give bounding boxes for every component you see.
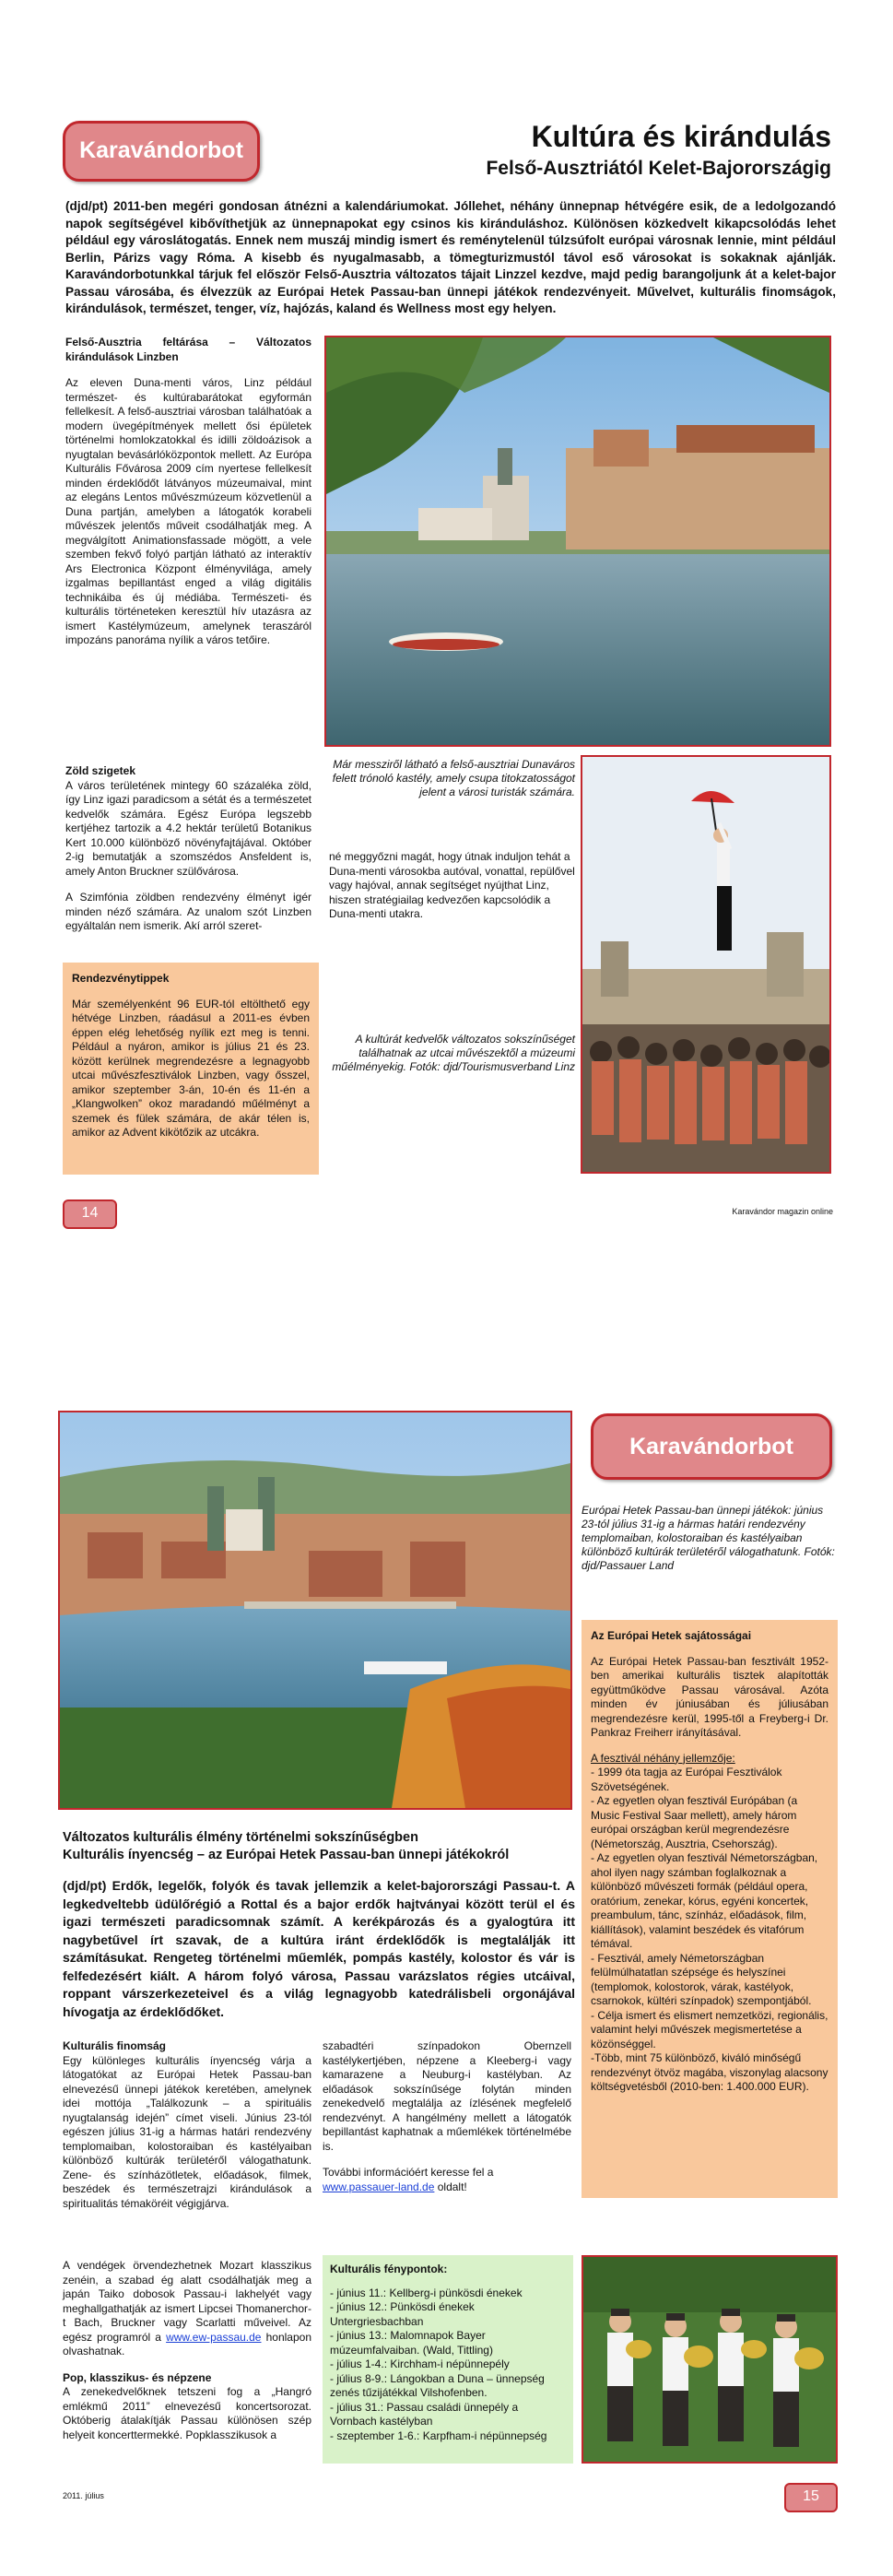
article-headings	[63, 1829, 575, 1864]
list-item: - Az egyetlen olyan fesztivál Németországban, ahol ilyen nagy számban foglalkoznak a különböző művészeti formák (például opera, oratórium, zenekar, kórus, egyéni koncertek, preambulum, tánc, színház, előadások, film, kiállítások), valamint beszédek és vitafórum témával.	[591, 1851, 818, 1950]
karavandorbot-badge: Karavándorbot	[591, 1413, 832, 1480]
page-title: Kultúra és kirándulás	[531, 120, 831, 153]
linz-section	[65, 336, 311, 660]
brass-band-illustration	[583, 2257, 836, 2462]
linz-river-photo	[324, 336, 831, 747]
page-subtitle: Felső-Ausztriától Kelet-Bajorországig	[486, 158, 831, 179]
photo-caption: Európai Hetek Passau-ban ünnepi játékok: június 23-tól július 31-ig a hármas határi rendezvény templomaiban, kolostoraiban és kastélyaiban különböző kultúrák területéről válogathatunk. Fotók: djd/Passauer Land	[582, 1504, 835, 1572]
article-heading: Változatos kulturális élmény történelmi sokszínűségben	[63, 1830, 418, 1845]
section-text-suffix: honlapon olvashatnak.	[63, 2330, 311, 2357]
street-artist-photo	[581, 755, 831, 1174]
green-islands-section	[65, 764, 311, 934]
section-text: Egy különleges kulturális ínyencség várja a látogatókat az Európai Hetek Passau-ban elnevezésű ünnepi játékok keretében, amelynek idei mottója „Találkozunk – a spirituális nyugtalanság idején” címet viseli. Június 23-tól egészen július 31-ig a hármas határi rendezvény templomaiban, kolostoraiban és kastélyaiban különböző kultúrák területéről válogathatunk. Zene- és színházötletek, előadások, filmek, beszédek és természetrajzi kirándulások a spiritualitás témaköréit végigjárva.	[63, 2053, 311, 2210]
list-item: - július 1-4.: Kirchham-i népünnepély	[330, 2357, 510, 2370]
list-item: - szeptember 1-6.: Karpfham-i népünnepség	[330, 2428, 547, 2442]
list-item: -Több, mint 75 különböző, kiváló minőségű rendezvényt ötvöz magába, viszonylag alacsony költségvetésből (2010-ben: 1.400.000 EUR).	[591, 2051, 828, 2093]
box-heading: Kulturális fénypontok:	[330, 2263, 448, 2275]
box-text: Már személyenként 96 EUR-tól eltölthető egy hétvége Linzben, ráadásul a 2011-es évben éppen elég lehetőség nyílik ezt meg is tenni. Például a nyáron, amikor is július 21 és 23. között kerülnek megrendezésre a legnagyobb utcai művészfesztiválok Linzben, vagy ősszel, amikor szeptember 3-án, 10-én és 11-én a „Klangwolken” okoz maradandó műélményt a szemek és fülek számára, de akár télen is, amikor az Advent kikötőzik az utcákra.	[72, 997, 310, 1139]
list-item: - Az egyetlen olyan fesztivál Európában (a Music Festival Saar mellett), amely három európai országban kerül megrendezésre (Németország, Ausztria, Csehország).	[591, 1794, 798, 1850]
passau-aerial-illustration	[60, 1412, 570, 1808]
section-text: A zenekedvelőknek tetszeni fog a „Hangró emlékmű 2011” elnevezésű koncertsorozat. Októberig átalakítják Passau különösen szép helyeit koncerttermekké. Popklasszikusok a	[63, 2385, 311, 2441]
footer-text: Karavándor magazin online	[732, 1207, 833, 1216]
linz-river-illustration	[326, 337, 829, 745]
section-text: Az eleven Duna-menti város, Linz például természet- és kultúrabarátokat egyformán fellelkesít. A felső-ausztriai városban találhatóak a modern üvegépítmények mellett ősi épületek történelmi homlokzatokkal és idilli zöldoázisok a nyugtalan bevásárlóközpontok mellett. Az Európa Kulturális Fővárosa 2009 cím nyertese fellelkesít minden érdeklődőt látványos múzeumaival, mint az elegáns Lentos művészmúzeum közvetlenül a Duna partján, amelyben a látogatók korabeli művészek jelentős műveit csodálhatják meg. A megválgított Animationsfassade mögött, a vele szemben fekvő folyó partján látható az interaktív Ars Electronica Központ élményvilága, amely izgalmas bepillantást enged a világ digitális technikáiba és új médiába. Természeti- és kulturális történeteken keresztül hív utazásra az ismert Kastélymúzeum, amelynek teraszáról impozáns panoráma nyílik a város tetőire.	[65, 376, 311, 646]
event-tips-box	[63, 963, 319, 1175]
box-text: Az Európai Hetek Passau-ban fesztivált 1952-ben amerikai kulturális tisztek alapították együttműködve Passau városával. Azóta minden év júniusában és júliusában megrendezésre kerül, 1995-től a Freyberg-i Dr. Pankraz Freiherr irányításával.	[591, 1654, 828, 1739]
list-item: - június 12.: Pünkösdi énekek Untergriesbachban	[330, 2300, 475, 2328]
footer-text: 2011. július	[63, 2491, 104, 2500]
section-text: szabadtéri színpadokon Obernzell kastélykertjében, népzene a Kleeberg-i vagy kamarazene a Neuburg-i kastélyban. Az előadások sokszínűsége folytán minden zenekedvelő megtalálja az ízlésének megfelelő rendezvényt. A hangélmény mellett a látogatók bepillantást kaphatnak a műemlékek történelmébe is.	[323, 2039, 571, 2153]
more-info	[323, 2166, 571, 2194]
page-number-14: 14	[63, 1199, 117, 1229]
photo-caption: A kultúrát kedvelők változatos sokszínűséget találhatnak az utcai művészektől a múzeumi műélményekig. Fotók: djd/Tourismusverband Linz	[332, 1033, 575, 1073]
more-info-text: További információért keresse fel a	[323, 2166, 494, 2179]
second-column	[323, 2039, 571, 2206]
cultural-delicacy-section	[63, 2039, 311, 2223]
brass-band-photo	[582, 2255, 838, 2464]
list-item: - június 13.: Malomnapok Bayer múzeumfalvaiban. (Wald, Tittling)	[330, 2329, 493, 2357]
list-item: - július 31.: Passau családi ünnepély a Vornbach kastélyban	[330, 2400, 519, 2428]
box-heading: Rendezvénytippek	[72, 972, 170, 985]
list-item: - június 11.: Kellberg-i pünkösdi énekek	[330, 2286, 523, 2299]
list-item: - július 8-9.: Lángokban a Duna – ünnepség zenés tűzijátékkal Vilshofenben.	[330, 2371, 545, 2399]
street-artist-illustration	[582, 757, 829, 1172]
festival-features-list	[591, 1766, 828, 2095]
box-list-heading: A fesztivál néhány jellemzője:	[591, 1751, 735, 1765]
photo-caption: Már messziről látható a felső-ausztriai Dunaváros felett trónoló kastély, amely csupa titokzatosságot jelent a városi turisták számára.	[332, 758, 575, 798]
section-heading: Felső-Ausztria feltárása – Változatos kirándulások Linzben	[65, 336, 311, 363]
lead-paragraph: (djd/pt) Erdők, legelők, folyók és tavak jellemzik a kelet-bajorországi Passau-t. A legkedveltebb üdülőrégió a Rottal és a bajor erdők hajtványai között terül el és igazi természeti paradicsomnak számít. A kerékpározás és a gyalogtúra itt nagybetűvel írt szavak, de a kultúra iránt érdeklődők is megtalálják itt számításukat. Rengeteg történelmi műemlék, pompás kastély, kolostor és vár is felfedezésért kiált. A három folyó városa, Passau varázslatos régies utcáival, roppant várszerkezeteivel és a világ legnagyobb katedrálisbeli orgonájával hívogatja az érdeklődőket.	[63, 1878, 575, 2019]
section-text: A város területének mintegy 60 százaléka zöld, így Linz igazi paradicsom a sétát és a természetet kedvelők számára. Egész Európa legszebb kertjéhez tartozik a 4.2 hektár területű Botanikus Kert 10.000 különböző növényfajtájával. Október 2-ig bemutatják a szomszédos Ansfeldent is, amely Anton Bruckner szülővárosa.	[65, 778, 311, 878]
continued-text: né meggyőzni magát, hogy útnak induljon tehát a Duna-menti városokba autóval, vonattal, repülővel vagy hajóval, annak segítséget nyújthat Linz, hiszen stratégiailag kedvezően kapcsolódik a Duna-menti utakra.	[329, 850, 575, 920]
box-heading: Az Európai Hetek sajátosságai	[591, 1629, 752, 1642]
lead-paragraph: (djd/pt) 2011-ben megéri gondosan átnézni a kalendáriumokat. Jóllehet, néhány ünnepnap hétvégére esik, de a ledolgozandó napok segítségével kibővíthetjük az ünnepnapokat egy csinos kis kiránduláshoz. Különösen közkedvelt kikapcsolódás lehet például egy városlátogatás. Ennek nem muszáj mindig ismert és reménytelenül túlzsúfolt európai városnak lennie, mint például Berlin, Párizs vagy Róma. A kisebb és nyugalmasabb, a tömegturizmustól távol eső városokat is sokaknak ajánlják. Karavándorbotunkkal tárjuk fel először Felső-Ausztria változatos tájait Linzzel kezdve, majd pedig barangoljunk át a kelet-bajor Passau városába, és élvezzük az Európai Hetek Passau-ban ünnepi játékok rendezvényeit. Művelvet, kulturális finomságok, kirándulások, természet, tenger, víz, hajózás, kaland és Wellness most egy helyen.	[65, 199, 836, 315]
list-item: - Célja ismert és elismert nemzetközi, regionális, valamint helyi művészek megismertetése a közönséggel.	[591, 2008, 828, 2050]
section-heading: Kulturális finomság	[63, 2039, 167, 2052]
article-subheading: Kulturális ínyencség – az Európai Hetek Passau-ban ünnepi játékokról	[63, 1848, 510, 1862]
section-text-part: A vendégek örvendezhetnek Mozart klasszikus zenéin, a szabad ég alatt csodálhatják meg a japán Taiko dobosok Passau-i lakhelyét vagy meghallgathatják az ismert Lipcsei Thomanerchor-t Bach, Bruckner vagy Scarlatti műveivel. Az egész programról a	[63, 2259, 311, 2344]
section-text: A Szimfónia zöldben rendezvény élményt igér minden néző számára. Az unalom szót Linzben egyáltalán nem ismerik. Akí arról szeret-	[65, 891, 311, 932]
section-heading: Zöld szigetek	[65, 764, 136, 777]
list-item: - 1999 óta tagja az Európai Fesztiválok Szövetségének.	[591, 1766, 782, 1793]
highlights-list	[330, 2286, 566, 2444]
european-weeks-box	[582, 1620, 838, 2198]
passau-aerial-photo	[58, 1411, 572, 1810]
passauer-land-link[interactable]: www.passauer-land.de	[323, 2180, 435, 2193]
more-info-suffix: oldalt!	[434, 2180, 467, 2193]
cultural-highlights-box	[323, 2255, 573, 2464]
list-item: - Fesztivál, amely Németországban felülmúlhatatlan szépsége és helyszínei (templomok, kolostorok, várak, kastélyok, csarnokok, kültéri színpadok) szempontjából.	[591, 1951, 812, 2007]
third-column	[63, 2259, 311, 2442]
karavandorbot-badge: Karavándorbot	[63, 121, 260, 182]
ew-passau-link[interactable]: www.ew-passau.de	[166, 2330, 262, 2344]
section-text	[63, 2259, 311, 2359]
section-heading: Pop, klasszikus- és népzene	[63, 2370, 212, 2384]
page-number-15: 15	[784, 2483, 838, 2512]
